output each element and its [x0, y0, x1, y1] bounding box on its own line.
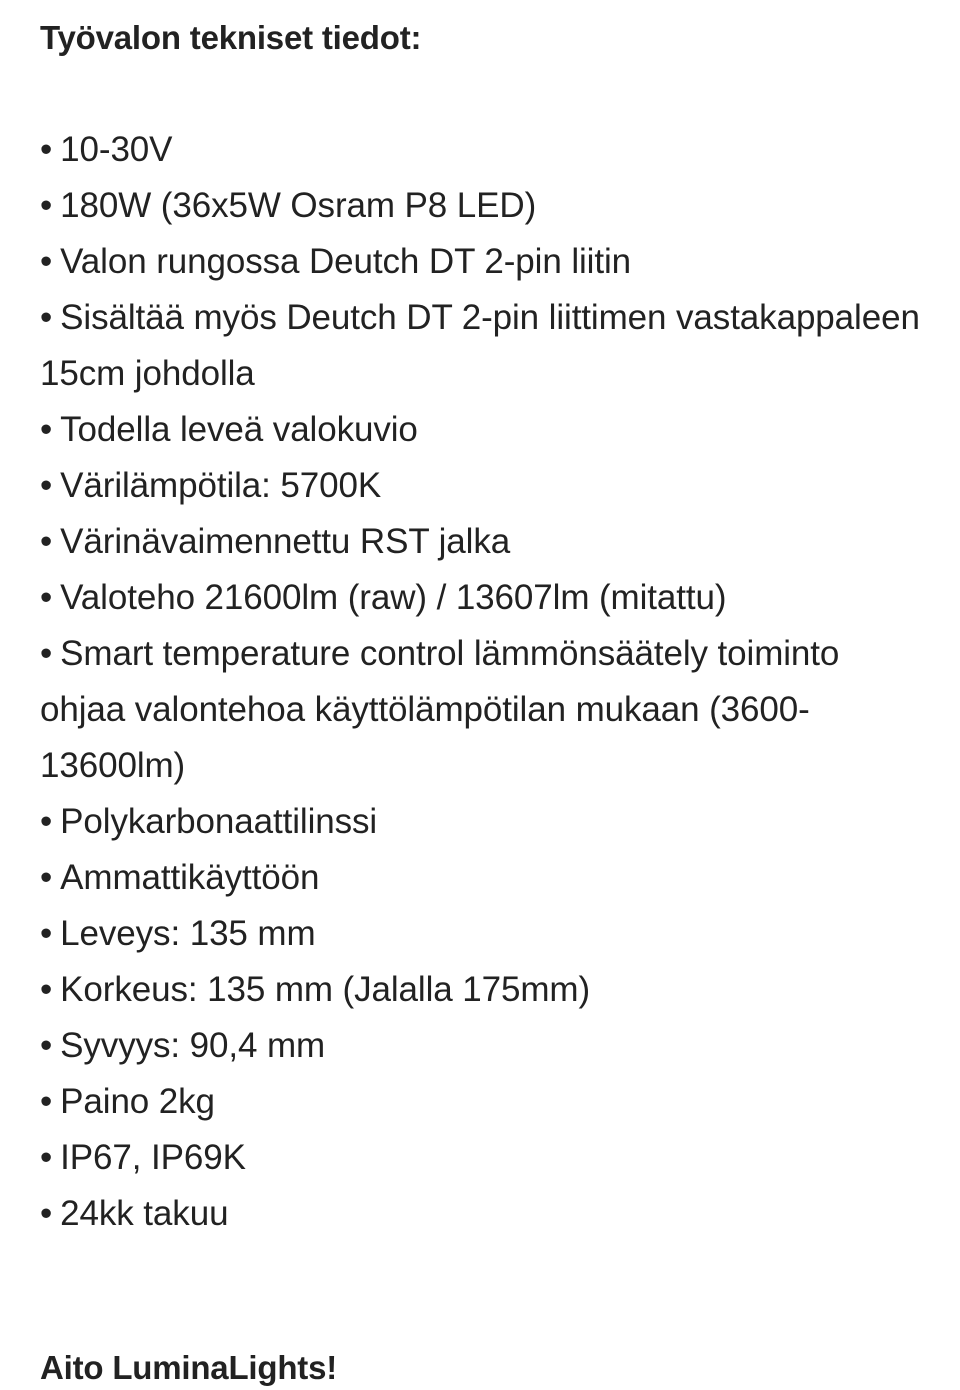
- spec-item: [40, 178, 925, 234]
- spec-text: Valon rungossa Deutch DT 2-pin liitin: [60, 242, 632, 281]
- spec-text: Paino 2kg: [60, 1082, 215, 1121]
- spec-text: Leveys: 135 mm: [60, 914, 316, 953]
- bullet-icon: [40, 1026, 60, 1065]
- bullet-icon: [40, 242, 60, 281]
- spec-item: [40, 1018, 925, 1074]
- bullet-icon: [40, 1082, 60, 1121]
- spec-item: [40, 402, 925, 458]
- spec-text: IP67, IP69K: [60, 1138, 246, 1177]
- spec-text: Ammattikäyttöön: [60, 858, 320, 897]
- spec-text: Todella leveä valokuvio: [60, 410, 418, 449]
- spec-item: [40, 1130, 925, 1186]
- bullet-icon: [40, 578, 60, 617]
- spec-item: [40, 514, 925, 570]
- bullet-icon: [40, 186, 60, 225]
- spec-item: [40, 290, 925, 402]
- spec-item: [40, 1186, 925, 1242]
- bullet-icon: [40, 634, 60, 673]
- spec-text: Syvyys: 90,4 mm: [60, 1026, 326, 1065]
- bullet-icon: [40, 466, 60, 505]
- spec-text: Sisältää myös Deutch DT 2-pin liittimen vastakappaleen 15cm johdolla: [40, 298, 920, 393]
- spec-text: 24kk takuu: [60, 1194, 229, 1233]
- spec-item: [40, 458, 925, 514]
- spec-text: Värilämpötila: 5700K: [60, 466, 382, 505]
- bullet-icon: [40, 1138, 60, 1177]
- spec-text: Polykarbonaattilinssi: [60, 802, 378, 841]
- spec-item: [40, 794, 925, 850]
- bullet-icon: [40, 522, 60, 561]
- bullet-icon: [40, 970, 60, 1009]
- spec-text: Korkeus: 135 mm (Jalalla 175mm): [60, 970, 591, 1009]
- spec-list: [40, 122, 925, 1242]
- spec-item: [40, 626, 925, 794]
- bullet-icon: [40, 298, 60, 337]
- spec-item: [40, 1074, 925, 1130]
- bullet-icon: [40, 130, 60, 169]
- spec-text: 10-30V: [60, 130, 173, 169]
- spec-item: [40, 906, 925, 962]
- spec-text: Värinävaimennettu RST jalka: [60, 522, 511, 561]
- bullet-icon: [40, 914, 60, 953]
- bullet-icon: [40, 410, 60, 449]
- bullet-icon: [40, 1194, 60, 1233]
- footer-tagline: Aito LuminaLights!: [40, 1349, 338, 1386]
- spec-item: [40, 234, 925, 290]
- specs-heading: Työvalon tekniset tiedot:: [40, 19, 422, 56]
- bullet-icon: [40, 802, 60, 841]
- spec-item: [40, 122, 925, 178]
- spec-text: Smart temperature control lämmönsäätely toiminto ohjaa valontehoa käyttölämpötilan mukaan (3600-13600lm): [40, 634, 840, 785]
- spec-item: [40, 850, 925, 906]
- spec-item: [40, 570, 925, 626]
- spec-text: Valoteho 21600lm (raw) / 13607lm (mitattu): [60, 578, 727, 617]
- spec-text: 180W (36x5W Osram P8 LED): [60, 186, 537, 225]
- spec-item: [40, 962, 925, 1018]
- bullet-icon: [40, 858, 60, 897]
